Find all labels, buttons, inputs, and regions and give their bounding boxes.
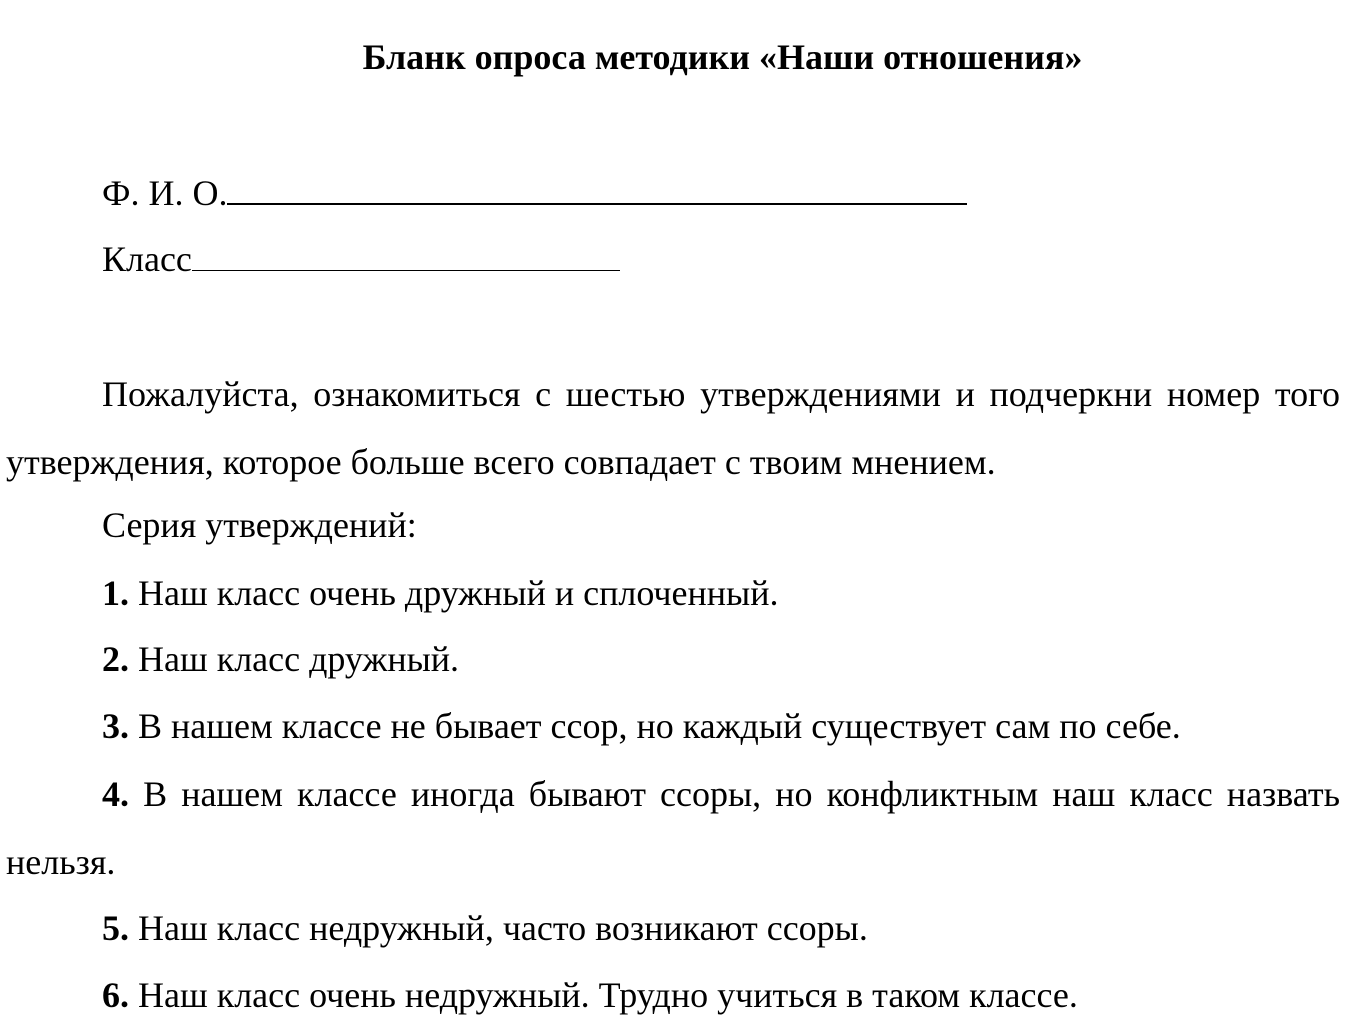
statement-number: 1. [102, 573, 129, 613]
statement-item-2[interactable] [102, 634, 459, 684]
statement-number: 5. [102, 908, 129, 948]
statement-number: 6. [102, 975, 129, 1015]
statement-text: В нашем классе иногда бывают ссоры, но конфликтным наш класс назвать нельзя. [6, 774, 1340, 882]
statement-number: 4. [102, 774, 129, 814]
statement-text: Наш класс очень недружный. Трудно учиться в таком классе. [129, 975, 1078, 1015]
class-blank-line[interactable] [192, 269, 620, 271]
statement-number: 3. [102, 706, 129, 746]
statement-number: 2. [102, 639, 129, 679]
class-label: Класс [102, 239, 192, 279]
statement-item-6[interactable] [102, 970, 1078, 1020]
statement-text: Наш класс очень дружный и сплоченный. [129, 573, 779, 613]
document-title: Бланк опроса методики «Наши отношения» [362, 37, 1083, 77]
statement-item-3[interactable] [102, 701, 1181, 751]
statement-item-5[interactable] [102, 903, 868, 953]
instruction-paragraph: Пожалуйста, ознакомиться с шестью утверждениями и подчеркни номер того утверждения, которое больше всего совпадает с твоим мнением. [6, 374, 1340, 482]
fio-blank-line[interactable] [227, 202, 967, 205]
statement-text: Наш класс дружный. [129, 639, 460, 679]
series-label: Серия утверждений: [102, 505, 417, 545]
fio-label: Ф. И. О. [102, 173, 228, 213]
statement-item-4[interactable] [6, 760, 1340, 896]
statement-text: В нашем классе не бывает ссор, но каждый существует сам по себе. [129, 706, 1181, 746]
class-field [102, 234, 620, 284]
statement-text: Наш класс недружный, часто возникают ссоры. [129, 908, 868, 948]
fio-field [102, 168, 967, 218]
statement-item-1[interactable] [102, 568, 779, 618]
